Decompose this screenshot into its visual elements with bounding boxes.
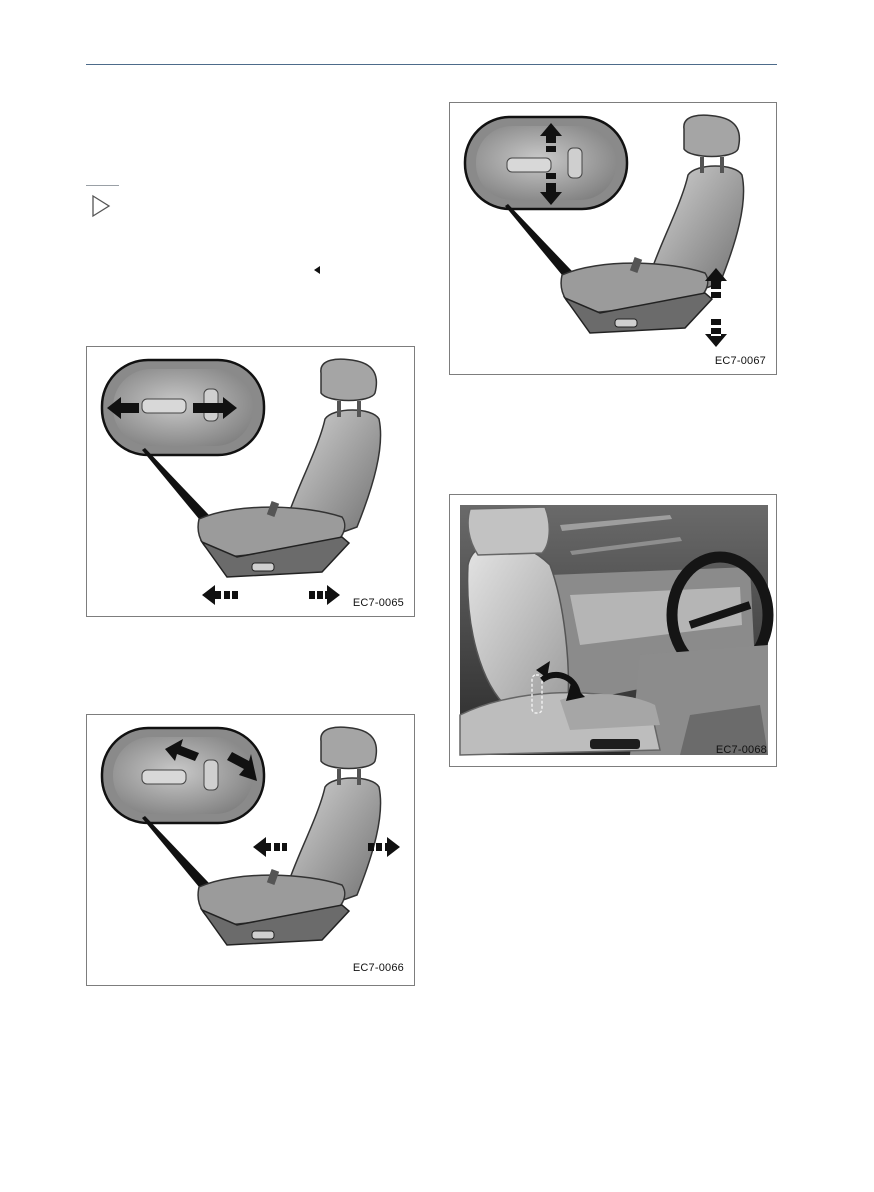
figure-seat-height [449, 102, 777, 375]
figure-code: EC7-0066 [352, 962, 404, 974]
seat-fore-aft-illustration [87, 347, 415, 617]
seat-height-illustration [450, 103, 777, 375]
figure-seat-fore-aft [86, 346, 415, 617]
play-triangle-icon [90, 194, 112, 218]
seatback-recline-illustration [87, 715, 415, 986]
figure-code: EC7-0065 [352, 597, 404, 609]
interior-photo-illustration [450, 495, 777, 767]
figure-code: EC7-0068 [715, 744, 767, 756]
figure-code: EC7-0067 [714, 355, 766, 367]
figure-seatback-recline [86, 714, 415, 986]
left-triangle-icon [312, 265, 322, 275]
note-marker [86, 185, 119, 220]
header-rule [86, 64, 777, 65]
figure-lumbar-knob [449, 494, 777, 767]
